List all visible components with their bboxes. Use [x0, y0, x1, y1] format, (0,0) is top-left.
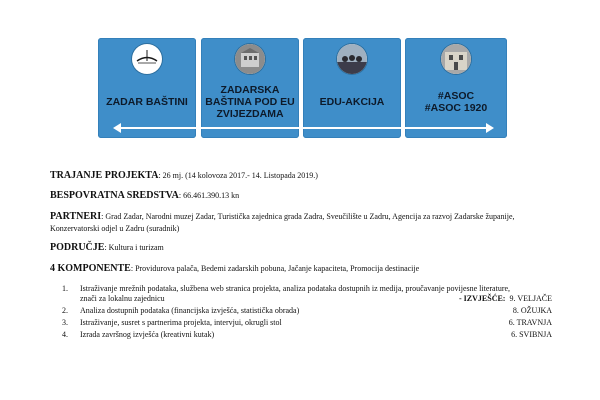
izvjesce-label: - IZVJEŠĆE: — [459, 294, 506, 303]
banner-box-zadarska-bastina — [201, 38, 299, 138]
banner-box-label: EDU-AKCIJA — [319, 96, 385, 108]
banner-box-label: ZADARSKA BAŠTINA POD EU ZVIJEZDAMA — [205, 84, 295, 120]
zadar-coat-of-arms-icon — [132, 44, 162, 74]
list-item-text: Istraživanje mrežnih podataka, službena web stranica projekta, analiza podataka dostupnih iz medija, proučavanje povijesne literature, — [80, 284, 511, 293]
trajanje-value: : 26 mj. (14 kolovoza 2017.- 14. Listopada 2019.) — [158, 171, 318, 180]
list-item-date: 8. OŽUJKA — [512, 306, 552, 315]
komponente-value: : Providurova palača, Bedemi zadarskih pobuna, Jačanje kapaciteta, Promocija destinacije — [130, 264, 420, 273]
list-item-date: 6. TRAVNJA — [508, 318, 552, 327]
list-item — [62, 330, 552, 340]
list-item-text: Analiza dostupnih podataka (financijska izvješća, statistička obrada) — [80, 306, 300, 315]
partneri-label: PARTNERI — [50, 211, 102, 222]
list-item-text: Istraživanje, susret s partnerima projekta, intervjui, okrugli stol — [80, 318, 282, 327]
podrucje-label: PODRUČJE — [50, 242, 105, 253]
trajanje-label: TRAJANJE PROJEKTA — [50, 170, 159, 181]
bespovratna-sredstva-line — [50, 190, 239, 201]
komponente-label: 4 KOMPONENTE — [50, 263, 131, 274]
list-item-number: 2. — [62, 306, 68, 315]
group-photo-icon — [337, 44, 367, 74]
list-item — [62, 306, 552, 316]
partneri-line-2: Konzervatorski odjel u Zadru (suradnik) — [50, 224, 180, 233]
date-value: 9. VELJAČE — [509, 294, 552, 303]
heritage-building-icon — [235, 44, 265, 74]
partneri-value: : Grad Zadar, Narodni muzej Zadar, Turistička zajednica grada Zadra, Sveučilište u Zadru, Agencija za razvoj Zadarske županije, — [101, 212, 515, 221]
podrucje-line — [50, 242, 164, 253]
list-item-number: 4. — [62, 330, 68, 339]
arrow-right-icon — [486, 123, 494, 133]
banner-box-label: ZADAR BAŠTINI — [106, 96, 188, 108]
banner-box-label: #ASOC #ASOC 1920 — [424, 90, 488, 114]
list-item-text: Izrada završnog izvješća (kreativni kutak) — [80, 330, 215, 339]
komponente-line — [50, 263, 419, 274]
list-item-date — [459, 294, 552, 304]
list-item-number: 1. — [62, 284, 68, 293]
list-item — [62, 284, 552, 306]
arrow-left-icon — [113, 123, 121, 133]
list-item-number: 3. — [62, 318, 68, 327]
partneri-line — [50, 211, 515, 222]
list-item-date: 6. SVIBNJA — [511, 330, 552, 339]
podrucje-value: : Kultura i turizam — [104, 243, 164, 252]
banner-box-edu-akcija — [303, 38, 401, 138]
building-photo-icon — [441, 44, 471, 74]
list-item-text-2: znači za lokalnu zajednicu — [80, 294, 165, 303]
list-item — [62, 318, 552, 328]
sredstva-label: BESPOVRATNA SREDSTVA — [50, 190, 179, 201]
trajanje-projekta-line — [50, 170, 318, 181]
sredstva-value: : 66.461.390.13 kn — [178, 191, 240, 200]
timeline-arrow-line — [118, 127, 488, 129]
